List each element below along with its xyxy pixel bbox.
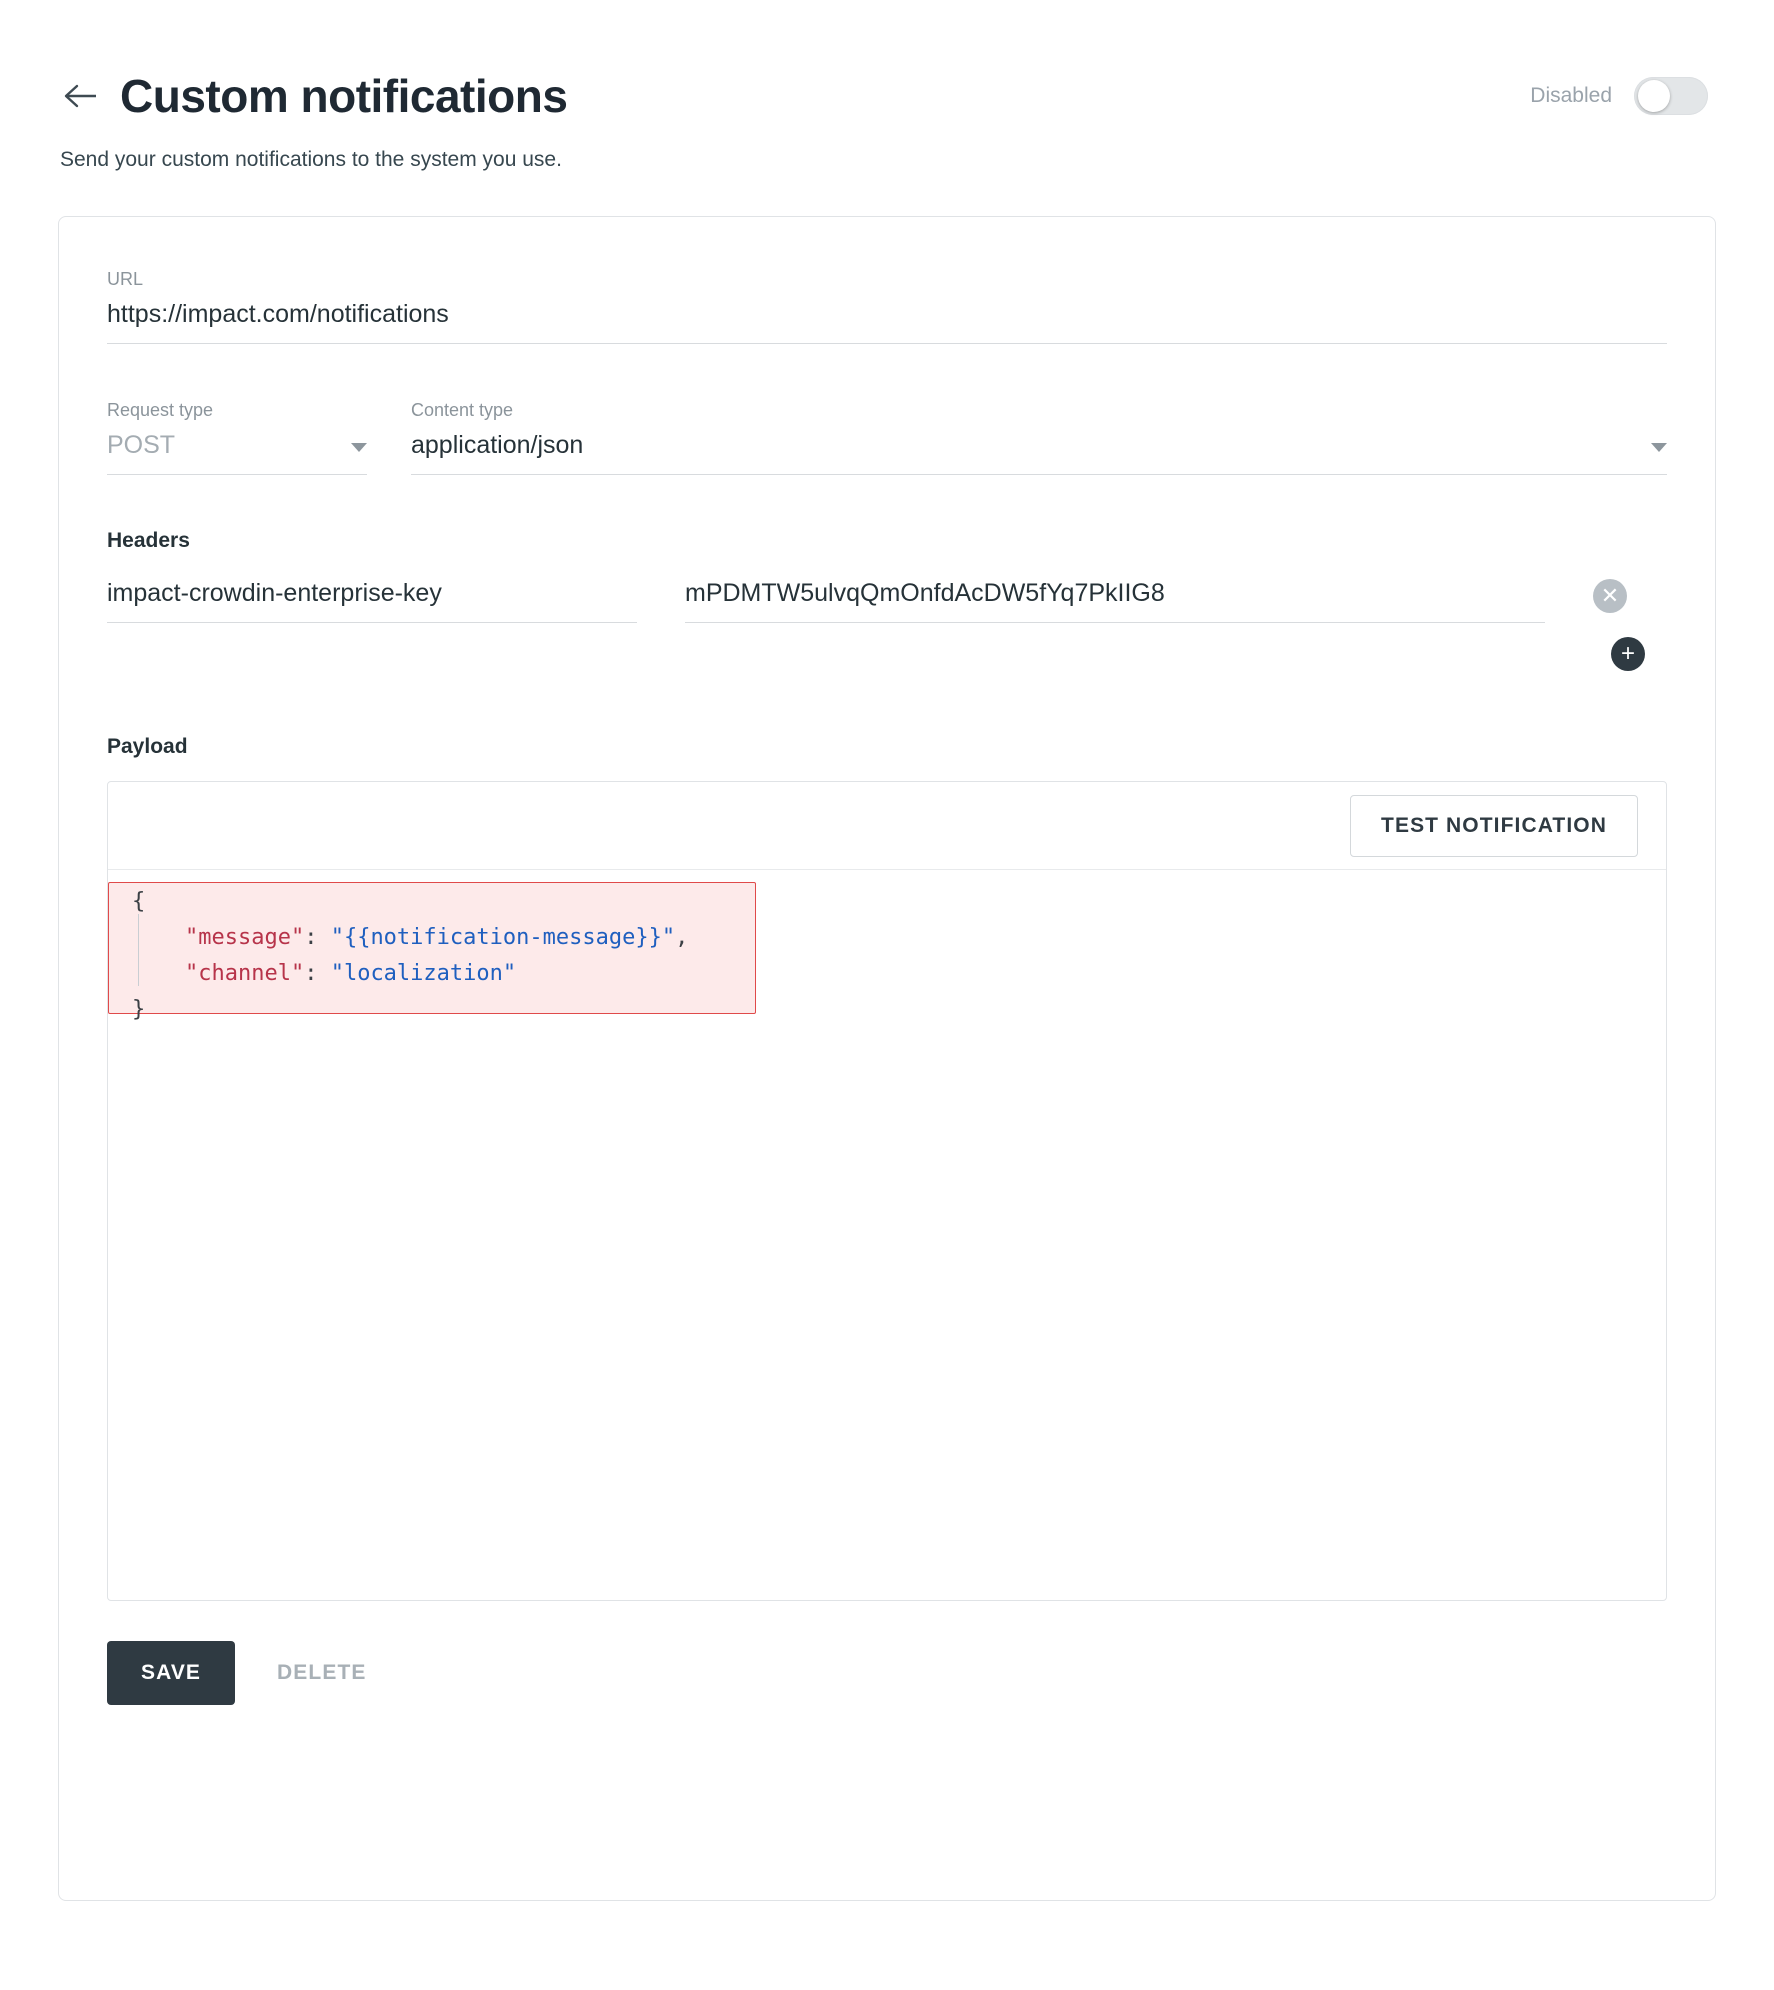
code-line-channel: "channel": "localization"	[184, 961, 517, 986]
plus-circle-icon[interactable]: +	[1611, 637, 1645, 671]
request-content-row	[107, 400, 1667, 475]
content-type-value: application/json	[411, 431, 584, 459]
header-key-input[interactable]: impact-crowdin-enterprise-key	[107, 579, 637, 623]
request-type-label: Request type	[107, 400, 214, 420]
code-line-message: "message": "{{notification-message}}",	[184, 925, 689, 950]
enable-toggle[interactable]	[1634, 77, 1708, 115]
delete-button[interactable]: DELETE	[271, 1660, 372, 1686]
code-line-close-brace: }	[132, 997, 146, 1022]
page-header	[58, 58, 1716, 134]
chevron-down-icon	[1651, 443, 1667, 452]
save-button[interactable]: SAVE	[107, 1641, 235, 1705]
url-label: URL	[107, 269, 144, 289]
request-type-value: POST	[107, 431, 176, 459]
test-notification-button[interactable]: TEST NOTIFICATION	[1350, 795, 1638, 857]
code-line-open-brace: {	[132, 889, 146, 914]
toggle-state-label: Disabled	[1530, 84, 1612, 107]
content-type-label: Content type	[411, 400, 514, 420]
page-title: Custom notifications	[120, 70, 568, 122]
arrow-left-icon[interactable]	[58, 73, 104, 119]
content-type-group	[411, 400, 1667, 475]
payload-code[interactable]	[108, 870, 1666, 1028]
url-field-group	[107, 269, 1667, 344]
page-subtitle: Send your custom notifications to the system you use.	[60, 148, 562, 171]
close-circle-icon[interactable]: ✕	[1593, 579, 1627, 613]
form-actions	[107, 1641, 1667, 1705]
payload-toolbar	[108, 782, 1666, 870]
add-header-row	[107, 637, 1667, 671]
headers-group	[107, 529, 1667, 671]
url-input[interactable]: https://impact.com/notifications	[107, 300, 1667, 344]
chevron-down-icon	[351, 443, 367, 452]
payload-label: Payload	[107, 735, 188, 758]
header-value-input[interactable]: mPDMTW5ulvqQmOnfdAcDW5fYq7PkIIG8	[685, 579, 1545, 623]
toggle-knob	[1638, 80, 1670, 112]
enable-toggle-group	[1530, 77, 1708, 115]
payload-editor	[107, 781, 1667, 1601]
request-type-group	[107, 400, 367, 475]
content-type-select[interactable]	[411, 431, 1667, 475]
headers-label: Headers	[107, 529, 190, 552]
settings-card	[58, 216, 1716, 1901]
header-row	[107, 579, 1667, 623]
request-type-select[interactable]	[107, 431, 367, 475]
payload-code-area[interactable]	[108, 870, 1666, 1028]
